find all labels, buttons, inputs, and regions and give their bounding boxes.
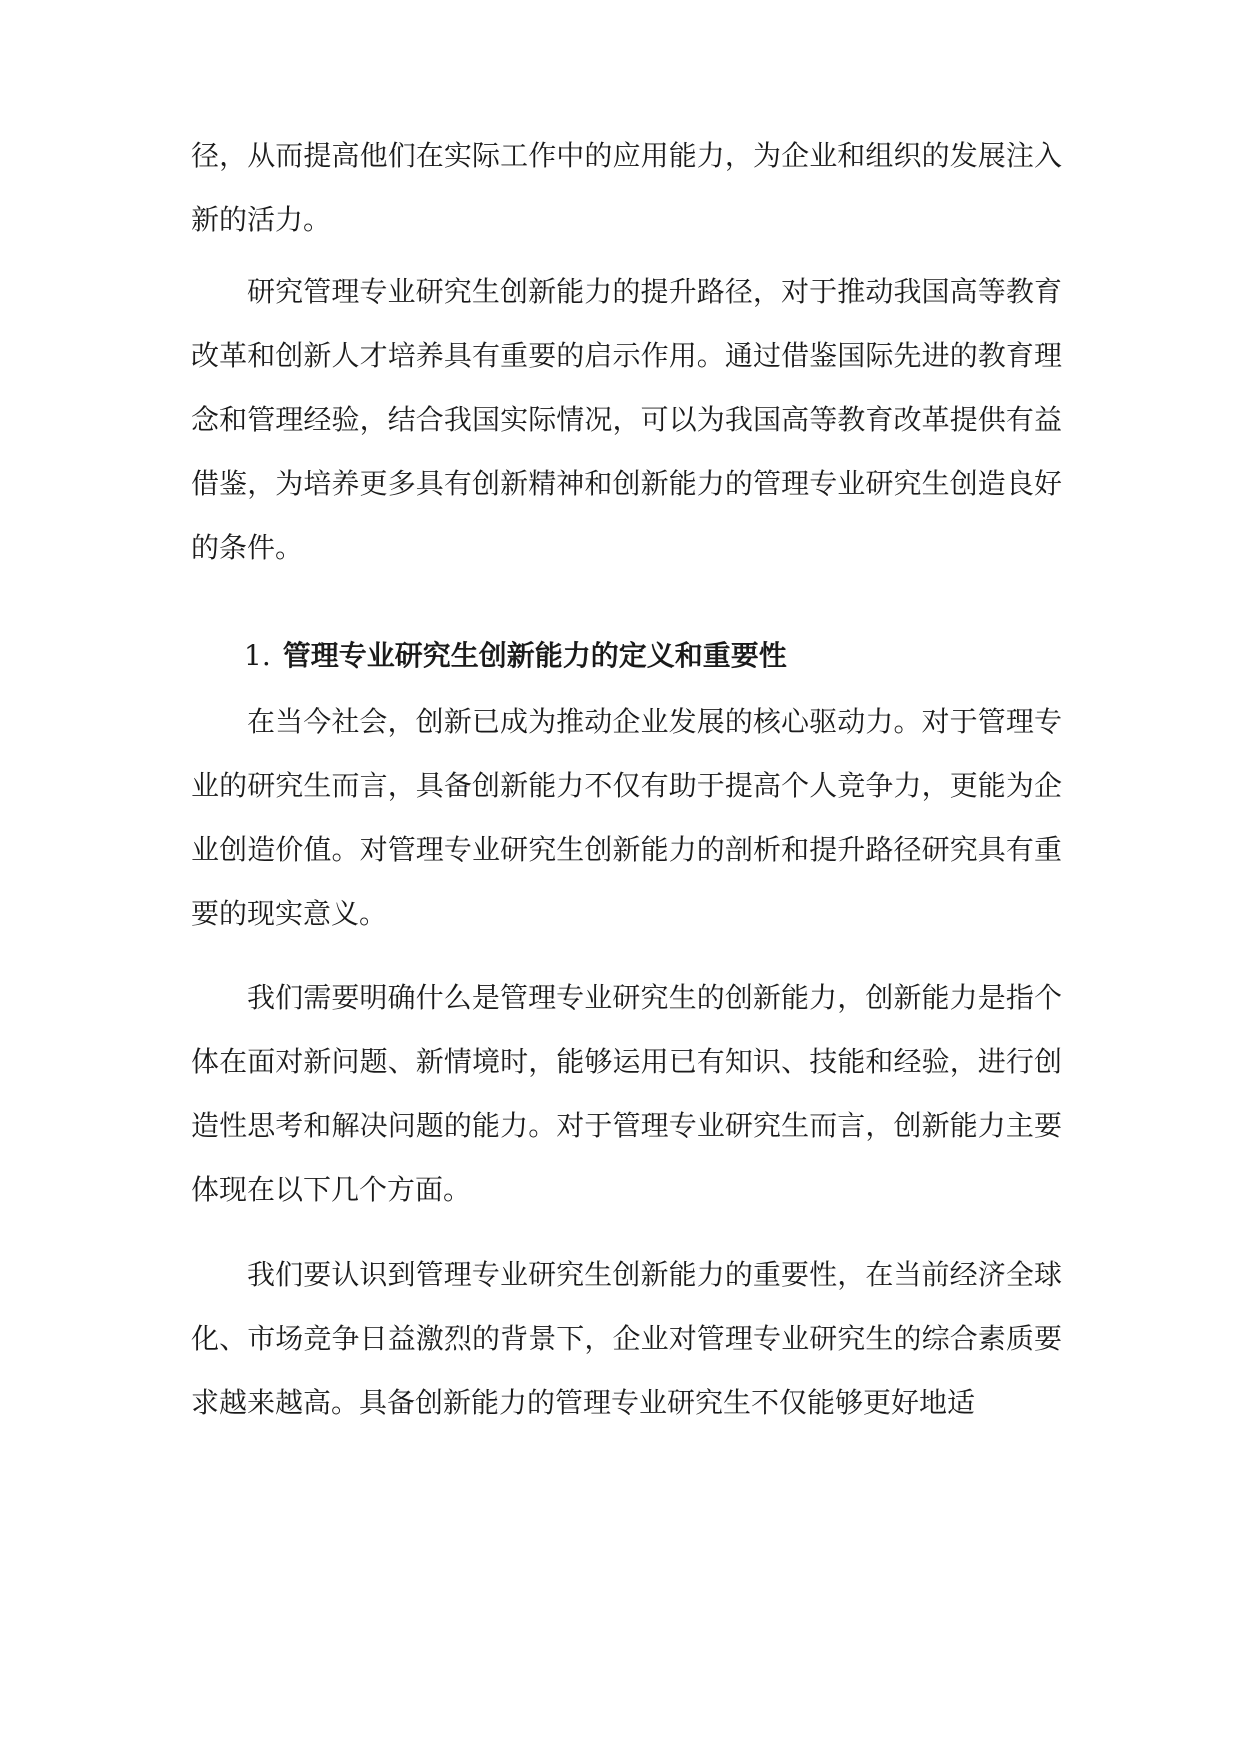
section-number: 1.: [244, 639, 271, 672]
paragraph-significance: 研究管理专业研究生创新能力的提升路径，对于推动我国高等教育改革和创新人才培养具有重要的启示作用。通过借鉴国际先进的教育理念和管理经验，结合我国实际情况，可以为我国高等教育改革提供有益借鉴，为培养更多具有创新精神和创新能力的管理专业研究生创造良好的条件。: [191, 275, 1062, 564]
section-title: 管理专业研究生创新能力的定义和重要性: [282, 639, 787, 672]
paragraph-importance: 我们要认识到管理专业研究生创新能力的重要性，在当前经济全球化、市场竞争日益激烈的背景下，企业对管理专业研究生的综合素质要求越来越高。具备创新能力的管理专业研究生不仅能够更好地适: [191, 1258, 1062, 1419]
paragraph-intro: 在当今社会，创新已成为推动企业发展的核心驱动力。对于管理专业的研究生而言，具备创新能力不仅有助于提高个人竞争力，更能为企业创造价值。对管理专业研究生创新能力的剖析和提升路径研究具有重要的现实意义。: [191, 705, 1062, 930]
section-heading: [244, 636, 1062, 676]
paragraph-definition: 我们需要明确什么是管理专业研究生的创新能力，创新能力是指个体在面对新问题、新情境时，能够运用已有知识、技能和经验，进行创造性思考和解决问题的能力。对于管理专业研究生而言，创新能力主要体现在以下几个方面。: [191, 981, 1062, 1206]
paragraph-continuation: 径，从而提高他们在实际工作中的应用能力，为企业和组织的发展注入新的活力。: [191, 139, 1062, 236]
